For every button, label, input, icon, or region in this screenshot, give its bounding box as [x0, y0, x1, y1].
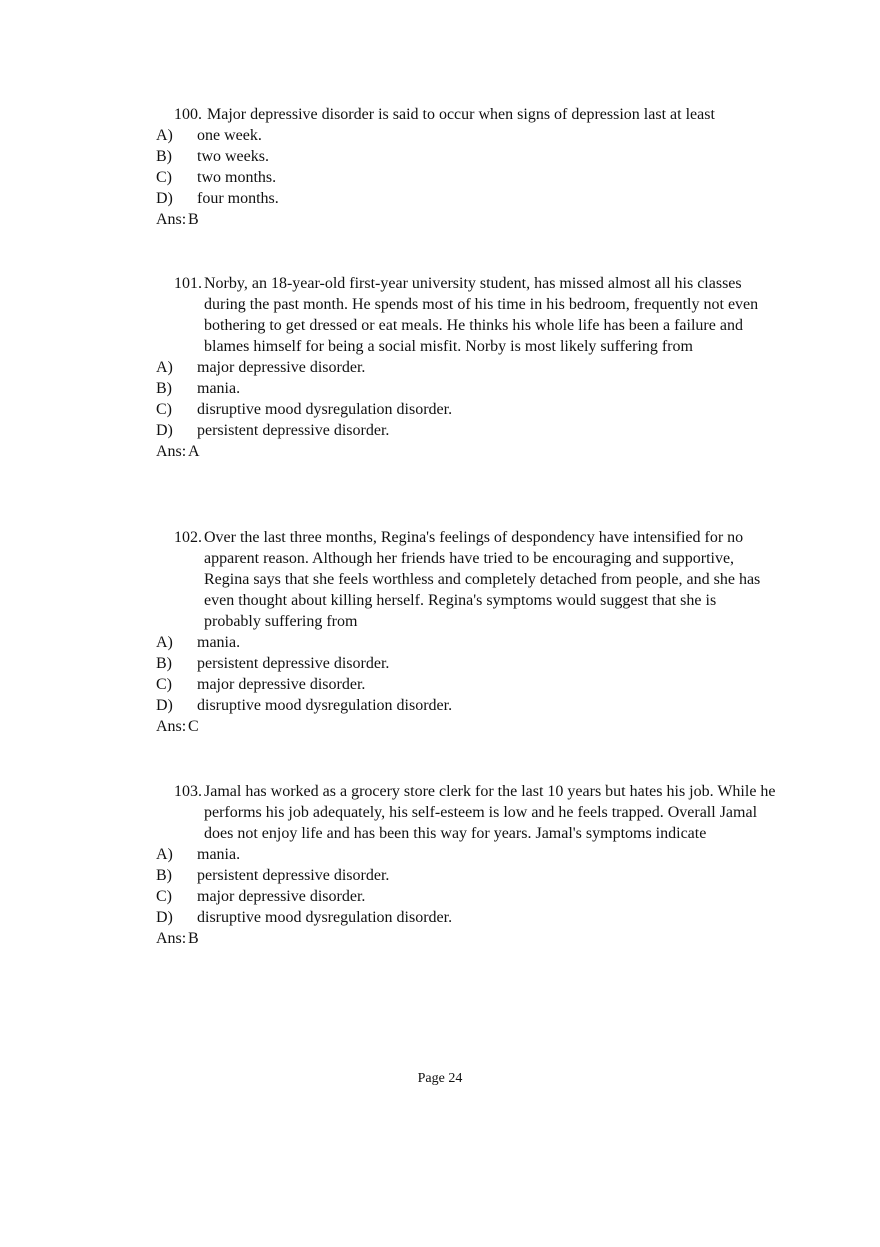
option-letter: B) — [156, 148, 172, 165]
answer-line — [156, 928, 776, 949]
option-text: disruptive mood dysregulation disorder. — [197, 401, 453, 418]
option-d — [156, 188, 776, 209]
answer-value: A — [188, 443, 200, 460]
option-a — [156, 357, 776, 378]
answer-label: Ans: — [156, 930, 187, 947]
option-text: major depressive disorder. — [197, 676, 366, 693]
option-text: mania. — [197, 380, 241, 397]
option-a — [156, 844, 776, 865]
page-number: Page 24 — [417, 1071, 463, 1086]
question-stem: Major depressive disorder is said to occur when signs of depression last at least — [207, 106, 715, 123]
option-letter: A) — [156, 127, 173, 144]
question-stem: Over the last three months, Regina's feelings of despondency have intensified for no apparent reason. Although her friends have tried to be encouraging and supportive, Regina says that she feels worthless and completely detached from people, and she has even thought about killing herself. Regina's symptoms would suggest that she is probably suffering from — [204, 529, 761, 630]
question-stem-row — [156, 781, 776, 844]
option-letter: B) — [156, 380, 172, 397]
option-text: mania. — [197, 634, 241, 651]
answer-label: Ans: — [156, 443, 187, 460]
option-b — [156, 378, 776, 399]
option-b — [156, 653, 776, 674]
question-stem: Jamal has worked as a grocery store clerk for the last 10 years but hates his job. While he performs his job adequately, his self-esteem is low and he feels trapped. Overall Jamal does not enjoy life and has been this way for years. Jamal's symptoms indicate — [204, 783, 776, 842]
option-b — [156, 865, 776, 886]
option-b — [156, 146, 776, 167]
question-stem: Norby, an 18-year-old first-year university student, has missed almost all his classes during the past month. He spends most of his time in his bedroom, frequently not even bothering to get dressed or eat meals. He thinks his whole life has been a failure and blames himself for being a social misfit. Norby is most likely suffering from — [204, 275, 759, 355]
option-letter: D) — [156, 909, 173, 926]
question-number: 101. — [174, 275, 202, 292]
option-c — [156, 674, 776, 695]
option-d — [156, 420, 776, 441]
option-letter: A) — [156, 359, 173, 376]
option-letter: C) — [156, 169, 172, 186]
question-number: 103. — [174, 783, 202, 800]
question-101 — [156, 273, 776, 462]
question-stem-row — [156, 273, 776, 357]
option-text: disruptive mood dysregulation disorder. — [197, 909, 453, 926]
option-text: major depressive disorder. — [197, 888, 366, 905]
option-c — [156, 399, 776, 420]
option-letter: C) — [156, 888, 172, 905]
answer-line — [156, 209, 776, 230]
option-letter: B) — [156, 867, 172, 884]
option-d — [156, 907, 776, 928]
option-letter: C) — [156, 676, 172, 693]
option-a — [156, 632, 776, 653]
question-103 — [156, 781, 776, 949]
option-a — [156, 125, 776, 146]
answer-value: B — [188, 930, 199, 947]
answer-value: C — [188, 718, 199, 735]
option-text: two months. — [197, 169, 277, 186]
option-d — [156, 695, 776, 716]
option-letter: C) — [156, 401, 172, 418]
option-text: persistent depressive disorder. — [197, 867, 390, 884]
option-c — [156, 886, 776, 907]
answer-line — [156, 716, 776, 737]
option-letter: B) — [156, 655, 172, 672]
option-text: mania. — [197, 846, 241, 863]
option-letter: D) — [156, 190, 173, 207]
option-letter: A) — [156, 846, 173, 863]
question-102 — [156, 527, 776, 737]
question-stem-row — [156, 527, 776, 632]
option-letter: A) — [156, 634, 173, 651]
answer-label: Ans: — [156, 211, 187, 228]
option-c — [156, 167, 776, 188]
question-number: 102. — [174, 529, 202, 546]
option-text: major depressive disorder. — [197, 359, 366, 376]
option-text: disruptive mood dysregulation disorder. — [197, 697, 453, 714]
answer-label: Ans: — [156, 718, 187, 735]
option-text: two weeks. — [197, 148, 269, 165]
option-text: persistent depressive disorder. — [197, 422, 390, 439]
answer-value: B — [188, 211, 199, 228]
answer-line — [156, 441, 776, 462]
option-letter: D) — [156, 422, 173, 439]
option-letter: D) — [156, 697, 173, 714]
question-100 — [156, 104, 776, 230]
option-text: persistent depressive disorder. — [197, 655, 390, 672]
option-text: one week. — [197, 127, 262, 144]
question-number: 100. — [174, 106, 202, 123]
question-stem-row — [156, 104, 776, 125]
option-text: four months. — [197, 190, 279, 207]
